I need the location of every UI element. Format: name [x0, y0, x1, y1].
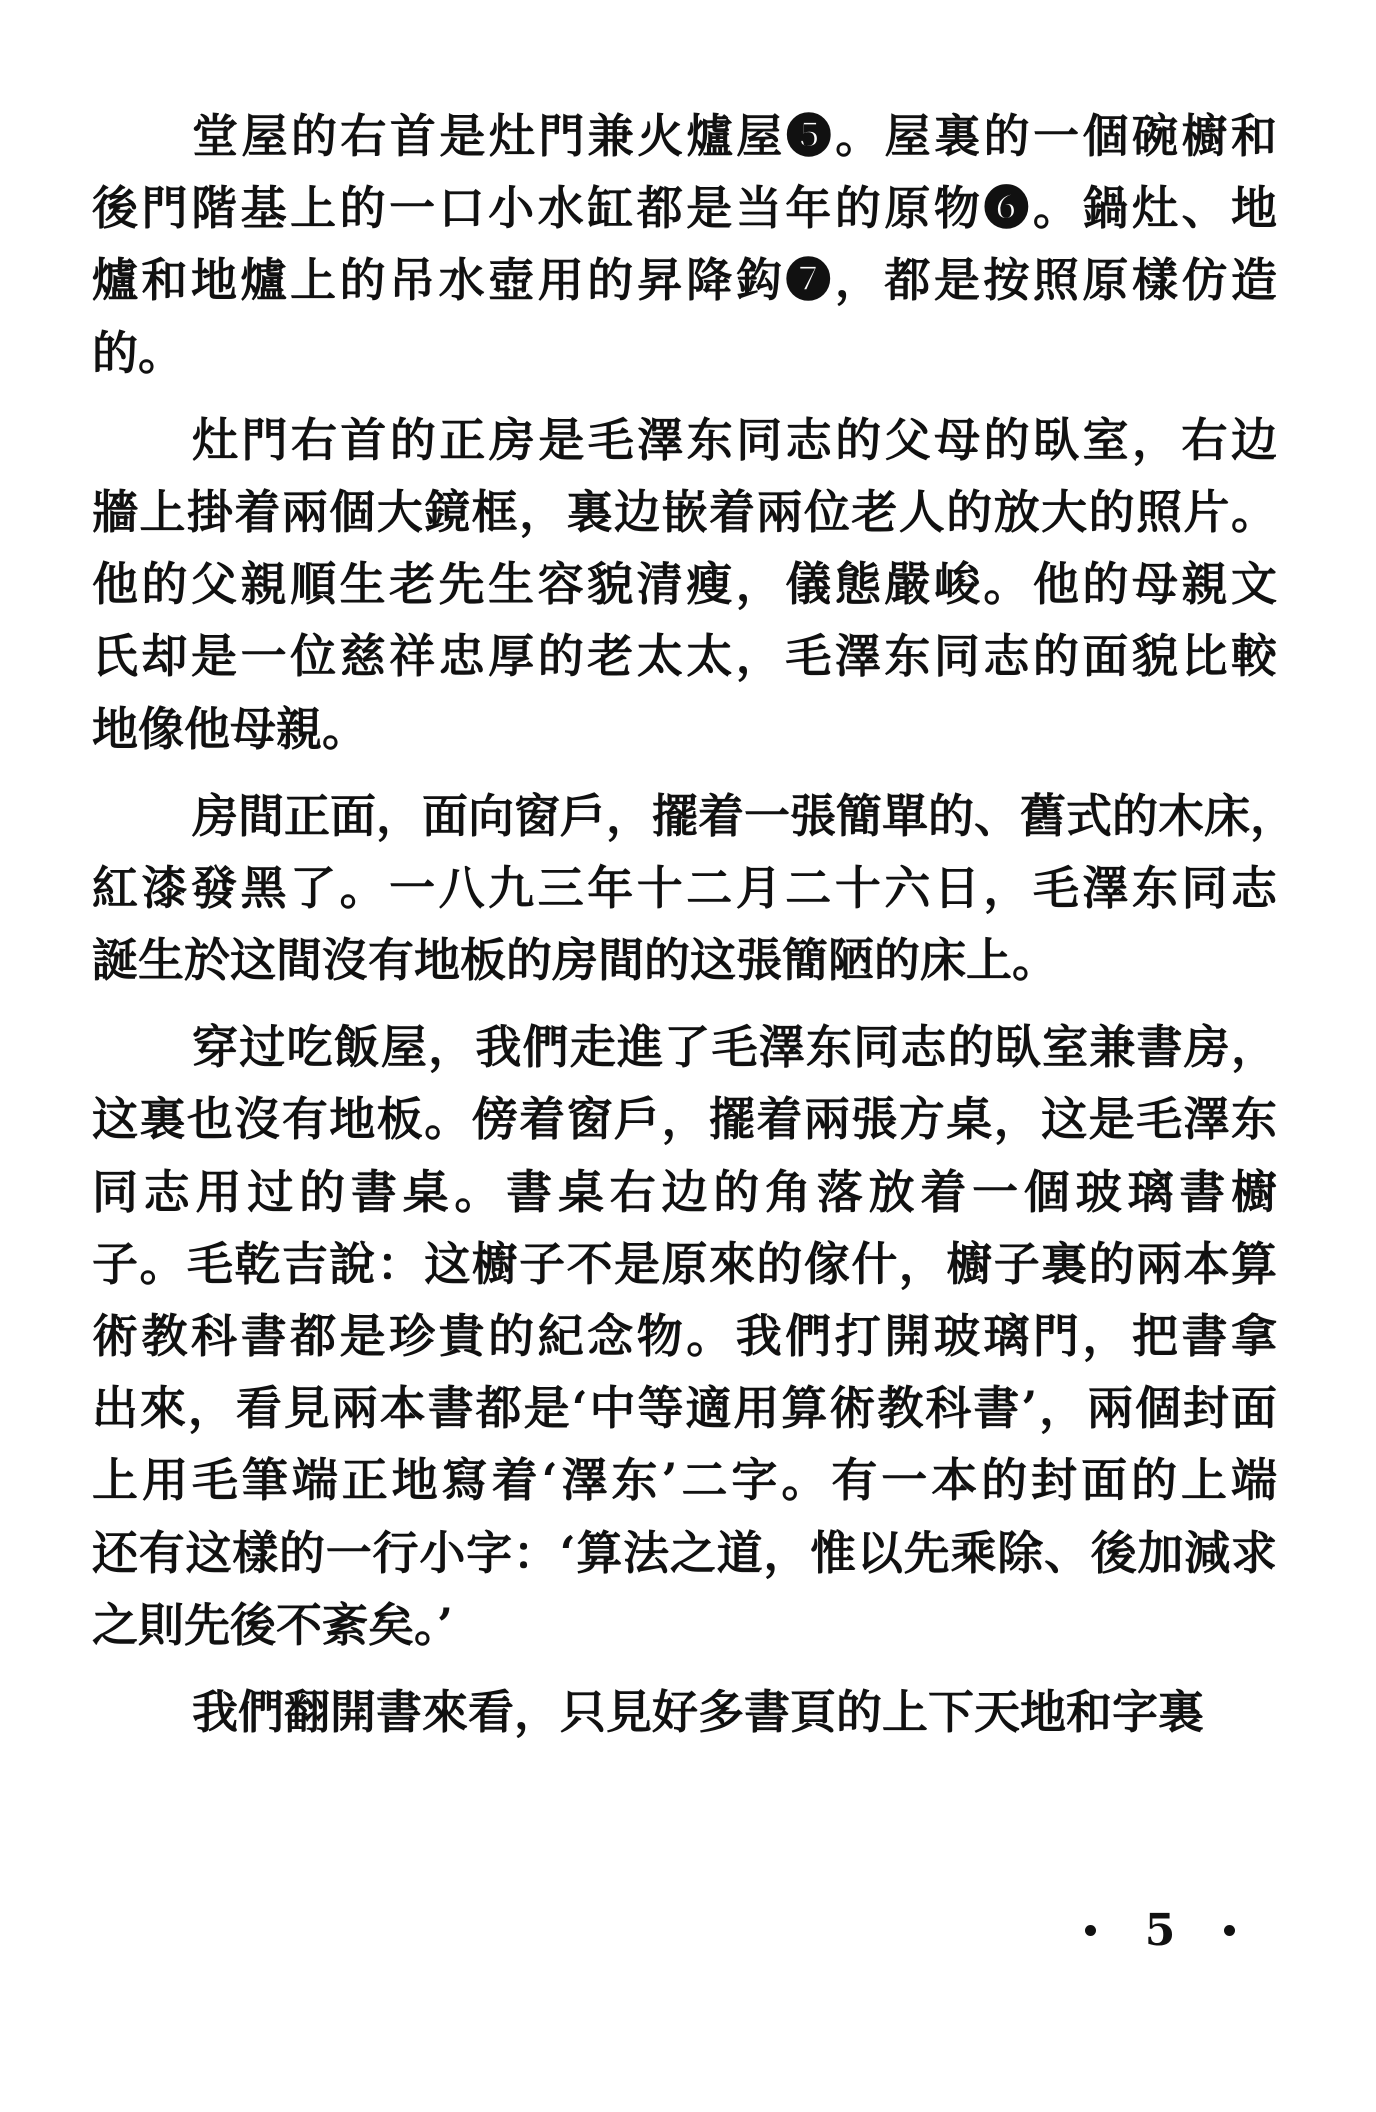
- text-line: 出來，看見兩本書都是‘中等適用算術教科書’，兩個封面: [92, 1381, 1277, 1436]
- page-number: [1085, 1900, 1235, 1960]
- text-line: 同志用过的書桌。書桌右边的角落放着一個玻璃書櫥: [92, 1164, 1277, 1219]
- text-line: 灶門右首的正房是毛澤东同志的父母的臥室，右边: [192, 412, 1277, 467]
- bullet-dot-right: [1224, 1925, 1235, 1936]
- text-line: 还有这樣的一行小字：‘算法之道，惟以先乘除、後加減求: [92, 1525, 1277, 1580]
- text-line: 紅漆發黑了。一八九三年十二月二十六日，毛澤东同志: [92, 860, 1277, 915]
- page-number-value: 5: [1144, 1904, 1176, 1956]
- text-line: 房間正面，面向窗戶，擺着一張簡單的、舊式的木床，: [192, 788, 1296, 843]
- text-line: 之則先後不紊矣。’: [92, 1597, 454, 1652]
- text-line: 他的父親順生老先生容貌清瘦，儀態嚴峻。他的母親文: [92, 557, 1277, 612]
- text-line: 後門階基上的一口小水缸都是当年的原物❻。鍋灶、地: [92, 181, 1277, 236]
- text-line: 我們翻開書來看，只見好多書頁的上下天地和字裏: [192, 1684, 1204, 1739]
- text-line: 地像他母親。: [92, 701, 368, 756]
- text-line: 爐和地爐上的吊水壺用的昇降鈎❼，都是按照原樣仿造: [92, 253, 1277, 308]
- text-line: 術教科書都是珍貴的紀念物。我們打開玻璃門，把書拿: [92, 1309, 1277, 1363]
- text-line: 的。: [92, 325, 184, 380]
- body-text: [92, 100, 1296, 1748]
- text-line: 这裏也沒有地板。傍着窗戶，擺着兩張方桌，这是毛澤东: [92, 1092, 1277, 1147]
- text-line: 誕生於这間沒有地板的房間的这張簡陋的床上。: [92, 933, 1058, 988]
- text-line: 子。毛乾吉說：这櫥子不是原來的傢什，櫥子裏的兩本算: [92, 1236, 1277, 1291]
- text-line: 牆上掛着兩個大鏡框，裏边嵌着兩位老人的放大的照片。: [92, 484, 1277, 539]
- text-line: 氏却是一位慈祥忠厚的老太太，毛澤东同志的面貌比較: [92, 629, 1277, 684]
- text-line: 堂屋的右首是灶門兼火爐屋❺。屋裏的一個碗櫥和: [192, 109, 1277, 163]
- bullet-dot-left: [1085, 1925, 1096, 1936]
- text-line: 穿过吃飯屋，我們走進了毛澤东同志的臥室兼書房，: [192, 1020, 1277, 1075]
- text-line: 上用毛筆端正地寫着‘澤东’二字。有一本的封面的上端: [92, 1453, 1277, 1508]
